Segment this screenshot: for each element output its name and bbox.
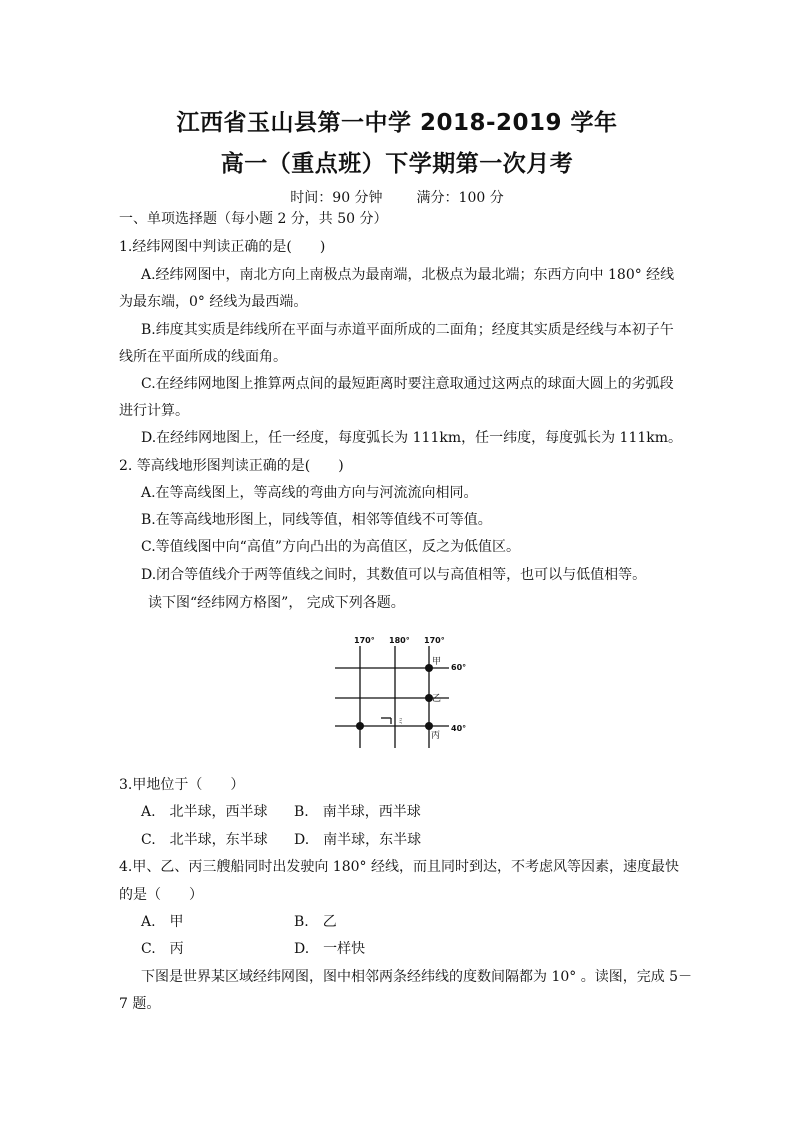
small-mark: ミ — [397, 717, 404, 725]
q4-option-a: A. 甲 — [141, 914, 184, 930]
q1-stem: 1.经纬网图中判读正确的是( ) — [119, 239, 326, 255]
lon-label-2: 180° — [389, 636, 410, 645]
q1-option-c: C.在经纬网地图上推算两点间的最短距离时要注意取通过这两点的球面大圆上的劣弧段 — [141, 376, 674, 392]
lon-label-1: 170° — [354, 636, 375, 645]
point-bing — [425, 722, 433, 730]
exam-time: 时间：90 分钟 — [290, 190, 383, 206]
q3-option-d: D. 南半球，东半球 — [294, 832, 422, 848]
q1-option-a-cont: 为最东端，0° 经线为最西端。 — [119, 294, 308, 310]
read-instruction-2: 下图是世界某区域经纬网图，图中相邻两条经纬线的度数间隔都为 10° 。读图，完成 5－ — [141, 969, 693, 985]
q1-option-d: D.在经纬网地图上，任一经度，每度弧长为 111km，任一纬度，每度弧长为 111km。 — [141, 430, 683, 446]
exam-info — [0, 187, 794, 207]
q1-option-c-cont: 进行计算。 — [119, 403, 189, 419]
q3-option-c: C. 北半球，东半球 — [141, 832, 268, 848]
q1-option-b-cont: 线所在平面所成的线面角。 — [119, 349, 287, 365]
lat-label-40: 40° — [451, 724, 467, 733]
q2-stem: 2. 等高线地形图判读正确的是( ) — [119, 458, 344, 474]
read-instruction-1: 读下图“经纬网方格图”， 完成下列各题。 — [148, 595, 405, 611]
exam-title-line2: 高一（重点班）下学期第一次月考 — [220, 151, 574, 177]
q4-option-d: D. 一样快 — [294, 941, 366, 957]
q1-option-b: B.纬度其实质是纬线所在平面与赤道平面所成的二面角；经度其实质是经线与本初子午 — [141, 322, 674, 338]
lat-label-60: 60° — [451, 663, 467, 672]
lon-label-3: 170° — [424, 636, 445, 645]
exam-title-line1: 江西省玉山县第一中学 2018-2019 学年 — [176, 110, 618, 136]
label-bing: 丙 — [431, 731, 441, 741]
label-jia: 甲 — [432, 657, 442, 667]
label-yi: 乙 — [432, 694, 442, 704]
read-instruction-2-cont: 7 题。 — [119, 996, 161, 1012]
point-left — [356, 722, 364, 730]
section-heading: 一、单项选择题（每小题 2 分，共 50 分） — [119, 211, 388, 227]
q3-option-a: A. 北半球，西半球 — [141, 804, 268, 820]
q3-stem: 3.甲地位于（ ） — [119, 777, 245, 793]
q4-stem: 4.甲、乙、丙三艘船同时出发驶向 180° 经线，而且同时到达，不考虑风等因素，速度最快 — [119, 859, 679, 875]
q4-stem-cont: 的是（ ） — [119, 887, 203, 903]
q3-option-b: B. 南半球，西半球 — [294, 804, 421, 820]
q2-option-d: D.闭合等值线介于两等值线之间时，其数值可以与高值相等，也可以与低值相等。 — [141, 567, 647, 583]
q1-option-a: A.经纬网图中，南北方向上南极点为最南端，北极点为最北端；东西方向中 180° 经线 — [141, 267, 675, 283]
graticule-diagram — [325, 632, 475, 754]
q2-option-b: B.在等高线地形图上，同线等值，相邻等值线不可等值。 — [141, 512, 492, 528]
exam-score: 满分：100 分 — [416, 190, 504, 206]
q4-option-b: B. 乙 — [294, 914, 337, 930]
q4-option-c: C. 丙 — [141, 941, 184, 957]
q2-option-c: C.等值线图中向“高值”方向凸出的为高值区，反之为低值区。 — [141, 539, 520, 555]
q2-option-a: A.在等高线图上，等高线的弯曲方向与河流流向相同。 — [141, 485, 478, 501]
